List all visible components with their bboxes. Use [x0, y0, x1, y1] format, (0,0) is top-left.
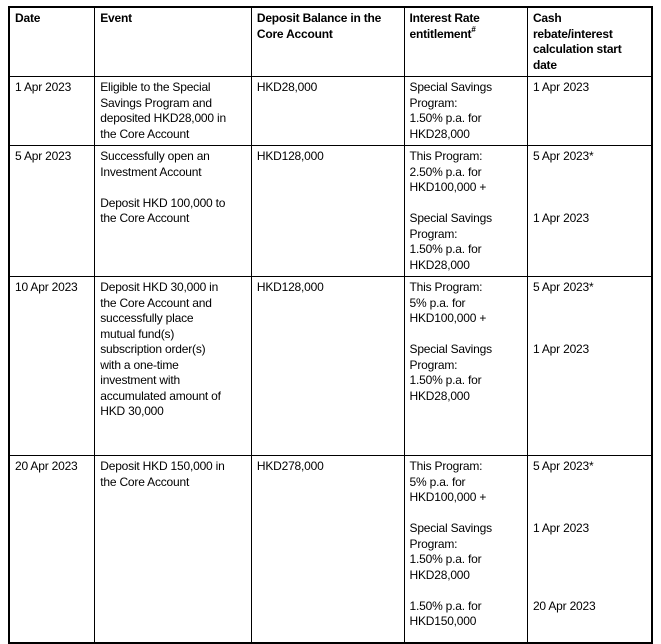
cell-interest [404, 277, 527, 456]
cell-line [533, 311, 647, 327]
header-label: Interest Rate [409, 11, 480, 25]
header-row [9, 7, 652, 77]
cell-line [533, 552, 647, 568]
cell-line: 1 Apr 2023 [532, 342, 589, 356]
header-line [533, 58, 647, 74]
cell-line: HKD150,000 [409, 614, 477, 628]
cell-line: HKD28,000 [409, 126, 470, 141]
cell-line: the Core Account [100, 474, 190, 489]
header-line [257, 11, 400, 27]
header-label: Event [100, 11, 132, 25]
header-label: date [532, 57, 557, 72]
cell-line: 1 Apr 2023 [532, 521, 589, 535]
table-row [9, 146, 652, 277]
cell-line: 1 Apr 2023 [532, 211, 589, 225]
header-line [100, 11, 247, 27]
header-line [410, 11, 523, 27]
cell-line: mutual fund(s) [100, 326, 175, 341]
cell-line [533, 475, 647, 491]
cell-line: Deposit HKD 30,000 in [100, 280, 219, 294]
header-line [409, 24, 523, 43]
cell-line: the Core Account [100, 211, 190, 225]
cell-line: Program: [409, 357, 458, 372]
header-label: Date [15, 11, 41, 25]
cell-event [95, 456, 252, 643]
cell-line [533, 537, 647, 553]
cell-line: 1.50% p.a. for [409, 598, 482, 613]
cell-line: 20 Apr 2023 [15, 459, 78, 473]
cell-line [533, 165, 647, 181]
cell-line: 20 Apr 2023 [532, 598, 596, 613]
cell-line: the Core Account [100, 126, 190, 141]
cell-line: Special Savings [409, 521, 492, 535]
cell-date [9, 146, 95, 277]
header-line [533, 42, 647, 58]
cell-line [410, 327, 523, 343]
cell-line [410, 583, 523, 599]
table-body [9, 77, 652, 643]
table-head [9, 7, 652, 77]
cell-line: This Program: [409, 459, 483, 473]
cell-line: 1.50% p.a. for [409, 552, 482, 566]
cell-date [9, 77, 95, 146]
column-header-date [9, 7, 95, 77]
column-header-balance [251, 7, 404, 77]
column-header-event [95, 7, 252, 77]
cell-date [9, 456, 95, 643]
cell-line: deposited HKD28,000 in [100, 111, 226, 125]
header-line [15, 11, 90, 27]
cell-line [410, 506, 523, 522]
cell-line: 1.50% p.a. for [409, 242, 482, 256]
cell-line: successfully place [100, 311, 194, 325]
cell-line: 5 Apr 2023* [532, 459, 594, 473]
cell-event [95, 146, 252, 277]
cell-balance [251, 456, 404, 643]
cell-cash [527, 77, 652, 146]
cell-line: 10 Apr 2023 [15, 280, 78, 294]
cell-line: 1 Apr 2023 [15, 80, 72, 94]
cell-line: 1.50% p.a. for [409, 111, 482, 125]
cell-line: Program: [409, 536, 458, 551]
cell-line: HKD28,000 [409, 388, 470, 403]
cell-line: HKD28,000 [409, 567, 470, 582]
cell-line: Investment Account [100, 164, 202, 179]
header-label: calculation start [532, 42, 622, 56]
cell-line: HKD128,000 [256, 149, 324, 163]
cell-line [410, 196, 523, 212]
cell-cash [527, 456, 652, 643]
cell-line [533, 583, 647, 599]
table-row [9, 277, 652, 456]
header-label: Deposit Balance in the [256, 11, 382, 25]
cell-line [533, 568, 647, 584]
cell-balance [251, 77, 404, 146]
cell-line: HKD100,000 + [409, 180, 487, 194]
cell-line: accumulated amount of [100, 388, 221, 403]
header-label: Cash [532, 11, 562, 25]
cell-interest [404, 146, 527, 277]
cell-line: 2.50% p.a. for [409, 164, 482, 179]
header-line [533, 27, 647, 43]
cell-line: subscription order(s) [100, 342, 206, 356]
cell-line [533, 196, 647, 212]
cell-line: HKD100,000 + [409, 490, 487, 504]
cell-line: Program: [409, 95, 458, 110]
cell-line: HKD100,000 + [409, 311, 487, 325]
cell-line: Special Savings [409, 80, 492, 94]
cell-line: Savings Program and [100, 95, 212, 110]
cell-line: Eligible to the Special [100, 80, 211, 94]
cell-line: the Core Account and [100, 295, 212, 310]
cell-balance [251, 146, 404, 277]
cell-line [533, 506, 647, 522]
cell-line: Successfully open an [100, 149, 210, 163]
cell-cash [527, 146, 652, 277]
cell-line: Deposit HKD 100,000 to [100, 195, 226, 210]
cell-line: investment with [100, 373, 180, 387]
footnote-marker-icon: # [471, 24, 476, 34]
cell-line: Deposit HKD 150,000 in [100, 459, 225, 473]
cell-date [9, 277, 95, 456]
header-label: rebate/interest [532, 26, 613, 41]
cell-line: HKD278,000 [256, 459, 324, 473]
table-row [9, 77, 652, 146]
cell-balance [251, 277, 404, 456]
table-row [9, 456, 652, 643]
cell-line: HKD 30,000 [100, 404, 164, 418]
cell-line: Special Savings [409, 342, 492, 356]
column-header-interest [404, 7, 527, 77]
cell-interest [404, 456, 527, 643]
cell-line: 1 Apr 2023 [532, 80, 589, 94]
cell-line [100, 180, 247, 196]
cell-line: Special Savings [409, 211, 492, 225]
cell-line: 5 Apr 2023 [15, 149, 72, 163]
header-line [257, 27, 400, 43]
cell-event [95, 77, 252, 146]
column-header-cash [527, 7, 652, 77]
cell-interest [404, 77, 527, 146]
cell-line [533, 296, 647, 312]
cell-line: This Program: [409, 280, 483, 294]
cell-event [95, 277, 252, 456]
cell-line [533, 327, 647, 343]
cell-line: HKD128,000 [256, 280, 324, 294]
savings-program-table [8, 6, 653, 644]
cell-line: with a one-time [100, 357, 179, 372]
header-label: Core Account [256, 26, 333, 41]
cell-line: 5 Apr 2023* [532, 280, 594, 294]
cell-line: 5% p.a. for [409, 474, 466, 489]
cell-line: Program: [409, 226, 458, 241]
cell-cash [527, 277, 652, 456]
header-line [533, 11, 647, 27]
cell-line: HKD28,000 [409, 257, 470, 272]
cell-line [533, 180, 647, 196]
cell-line: 1.50% p.a. for [409, 373, 482, 387]
cell-line [533, 490, 647, 506]
header-label: entitlement [409, 26, 472, 41]
cell-line: 5 Apr 2023* [532, 149, 594, 163]
cell-line: HKD28,000 [256, 80, 318, 94]
cell-line: This Program: [409, 149, 483, 163]
cell-line: 5% p.a. for [409, 295, 466, 310]
